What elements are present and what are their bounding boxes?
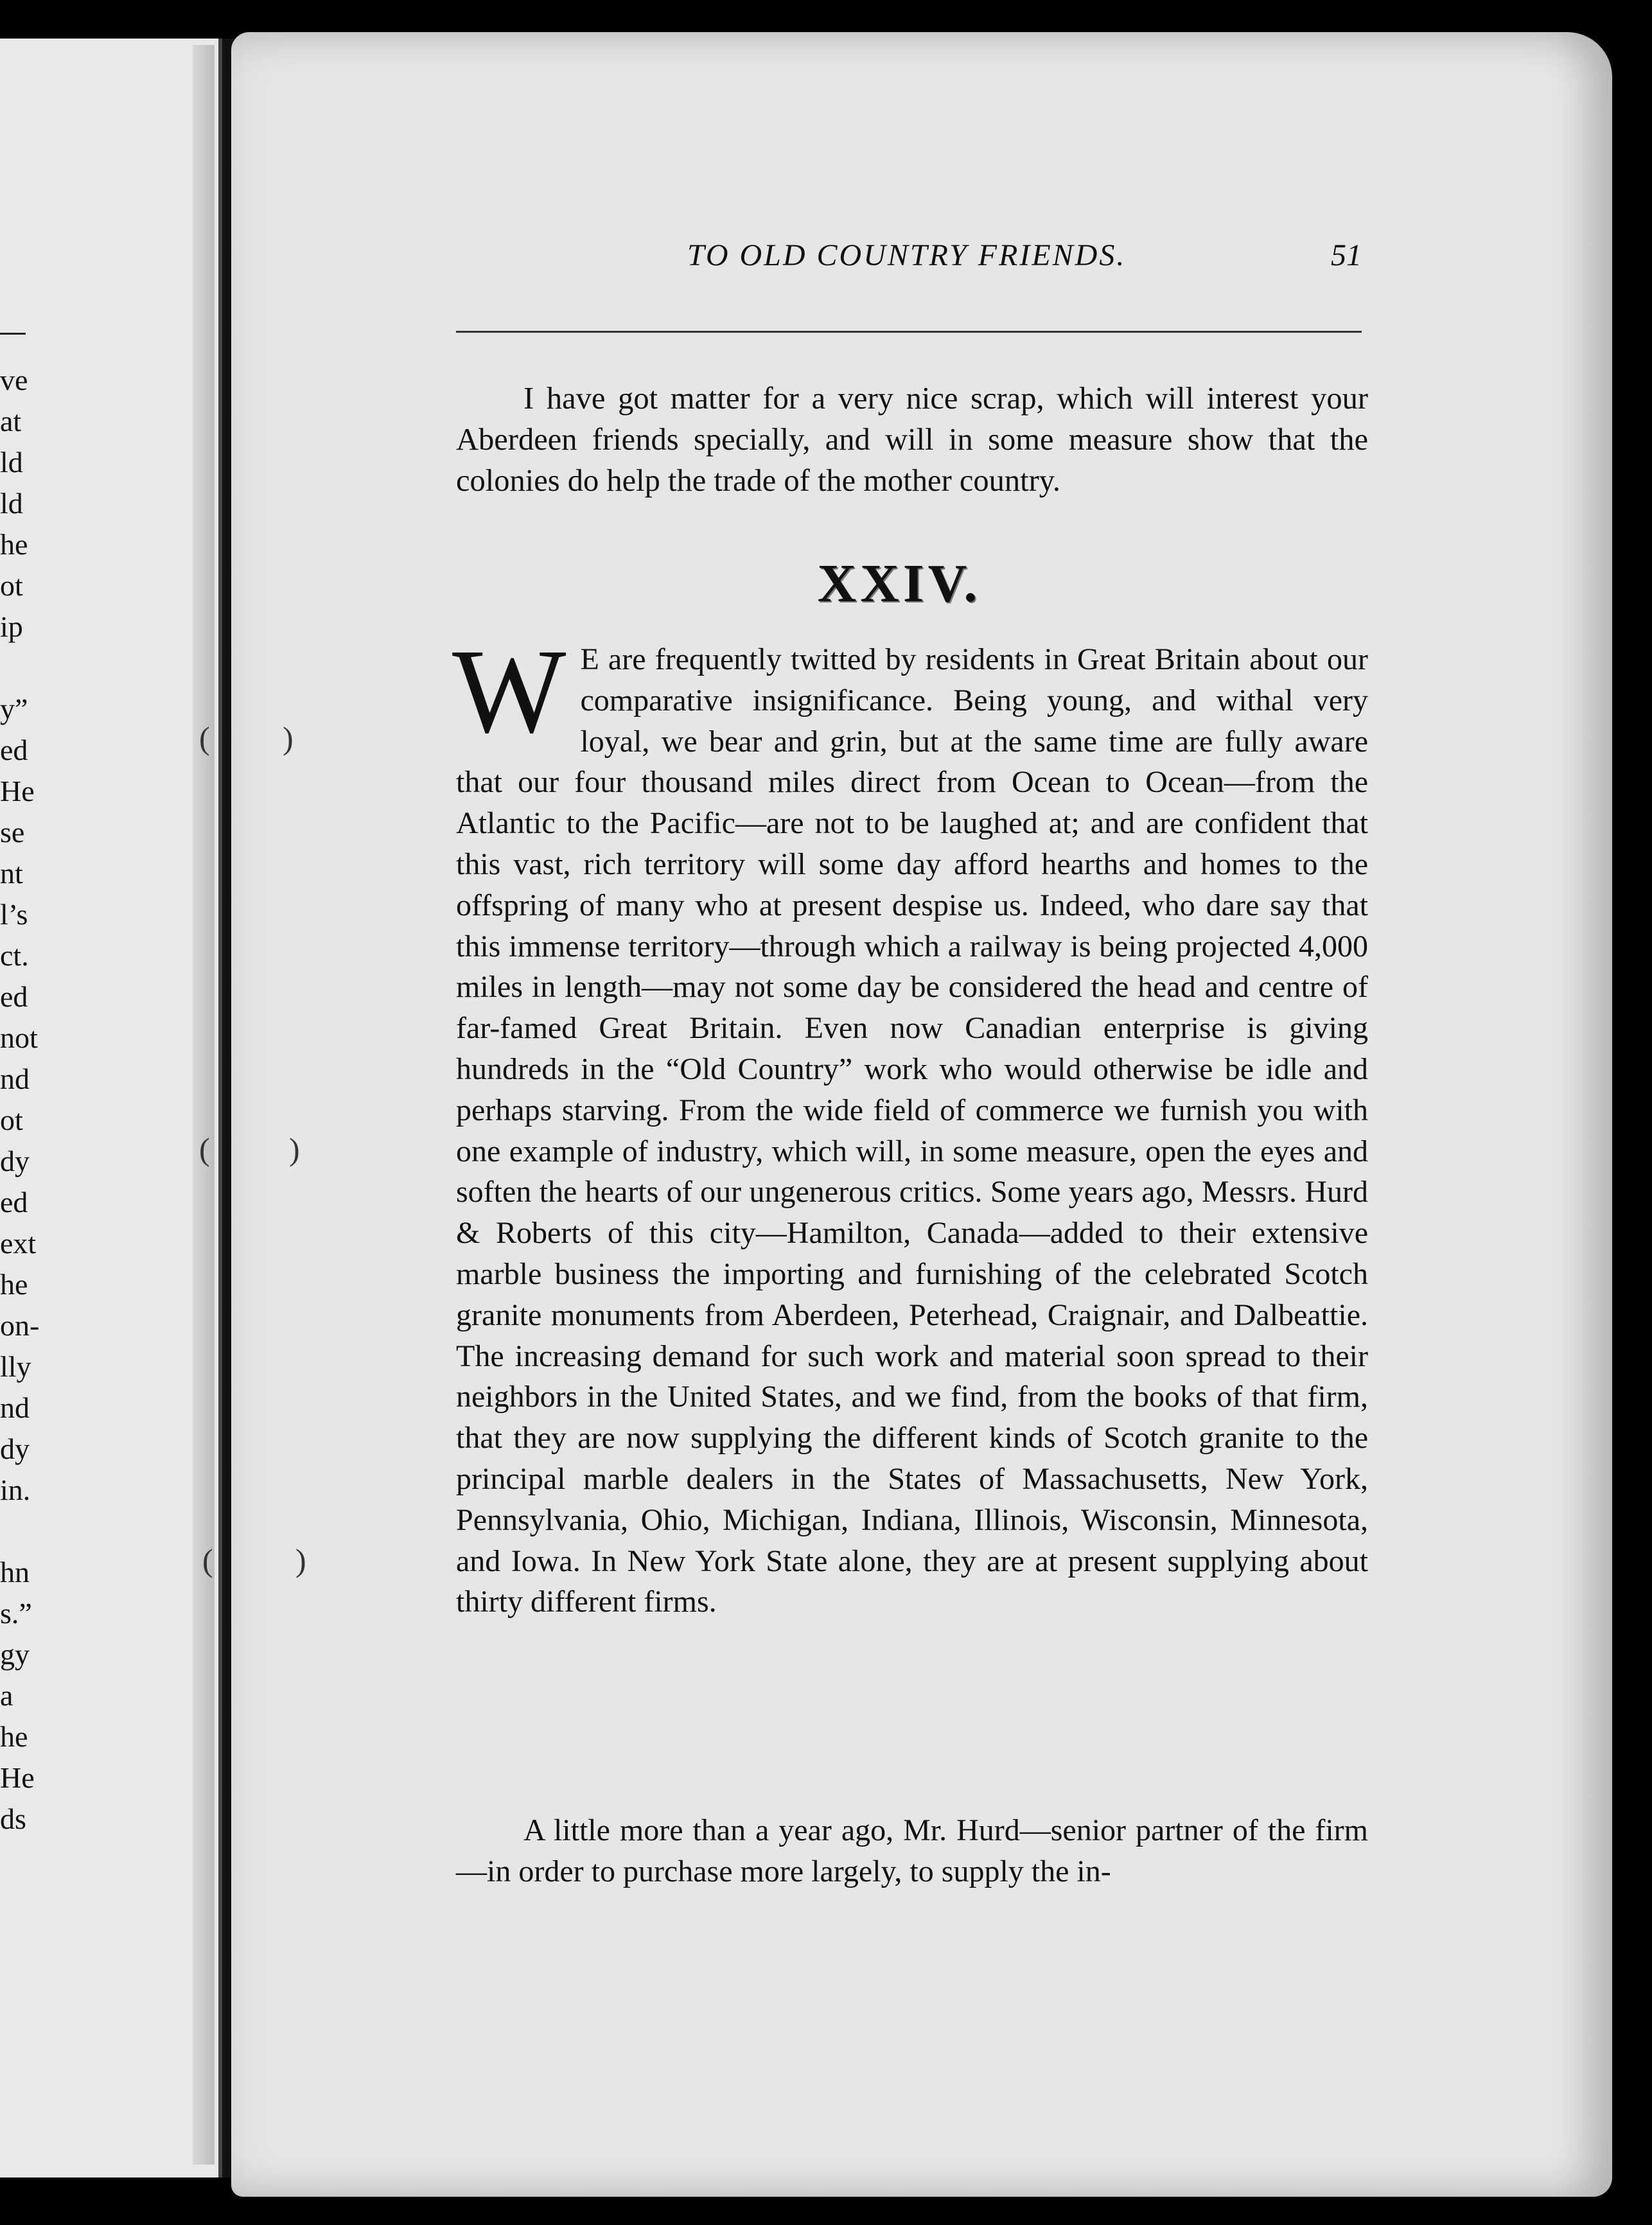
binding-mark: ( (202, 1542, 213, 1578)
facing-page-fragment: at (0, 405, 22, 437)
facing-page-fragment: He (0, 775, 35, 807)
drop-cap: W (452, 624, 567, 758)
facing-page-edge (193, 45, 215, 2165)
facing-page-fragment: ext (0, 1227, 37, 1260)
facing-page-fragment: ot (0, 1104, 23, 1136)
facing-page-fragment: nd (0, 1062, 30, 1095)
facing-page-rule (0, 333, 26, 335)
facing-page-fragment: ed (0, 980, 28, 1013)
binding-mark: ( (199, 1131, 210, 1167)
binding-mark: ) (289, 1131, 300, 1167)
facing-page-fragment: l’s (0, 898, 28, 931)
main-paragraph-text: E are frequently twitted by residents in Great Britain about our comparative insignificance. Being young, and withal very loyal, we bear and grin, but at the same time are fully aware that our four thousand miles direct from Ocean to Ocean—from the Atlantic to the Pacific—are not to be laughed at; and are confident that this vast, rich territory will some day afford hearths and homes to the offspring of many who at present despise us. Indeed, who dare say that this immense territory—through which a railway is being projected 4,000 miles in length—may not some day be considered the head and centre of far-famed Great Britain. Even now Canadian enterprise is giving hundreds in the “Old Country” work who would otherwise be idle and perhaps starving. From the wide field of commerce we furnish you with one example of industry, which will, in some measure, open the eyes and soften the hearts of our ungenerous critics. Some years ago, Messrs. Hurd & Roberts of this city—Hamilton, Canada—added to their extensive marble business the importing and furnishing of the celebrated Scotch granite monuments from Aberdeen, Peterhead, Craignair, and Dalbeattie. The increasing demand for such work and material soon spread to their neighbors in the United States, and we find, from the books of that firm, that they are now supplying the different kinds of Scotch granite to the principal marble dealers in the States of Massachusetts, New York, Pennsylvania, Ohio, Michigan, Indiana, Illinois, Wisconsin, Minnesota, and Iowa. In New York State alone, they are at present supplying about thirty different firms. (456, 642, 1368, 1619)
facing-page-fragment: se (0, 816, 25, 849)
facing-page-fragment: ip (0, 610, 23, 643)
facing-page-fragment (0, 647, 71, 689)
header-rule (456, 331, 1362, 333)
main-paragraph (452, 624, 1368, 1770)
facing-page-fragment: he (0, 528, 28, 561)
binding-mark: ) (295, 1542, 306, 1578)
page-number: 51 (1331, 238, 1362, 272)
facing-page-fragment: y” (0, 692, 28, 725)
facing-page-fragment: nt (0, 857, 23, 890)
facing-page-fragment: He (0, 1761, 35, 1794)
facing-page-fragment: nd (0, 1391, 30, 1424)
facing-page-fragment: lly (0, 1350, 31, 1383)
facing-page-fragment: he (0, 1720, 28, 1753)
facing-page-fragment: ed (0, 734, 28, 766)
page-header (456, 238, 1362, 302)
facing-page-fragment: in. (0, 1473, 31, 1506)
facing-page-fragment: dy (0, 1145, 30, 1177)
facing-page-fragment: dy (0, 1432, 30, 1465)
facing-page-fragment: ve (0, 364, 28, 396)
running-title: TO OLD COUNTRY FRIENDS. (687, 238, 1127, 272)
facing-page-fragment: ds (0, 1802, 26, 1835)
binding-mark: ) (283, 720, 294, 756)
facing-page-fragment: ot (0, 569, 23, 602)
facing-page-fragment: on- (0, 1309, 40, 1342)
facing-page-fragment: ed (0, 1186, 28, 1218)
continuation-paragraph: A little more than a year ago, Mr. Hurd—senior partner of the firm—in order to purchase more largely, to supply the in- (456, 1813, 1368, 1888)
facing-page-fragment: ld (0, 446, 23, 479)
binding-mark: ( (199, 720, 210, 756)
facing-page-fragment: hn (0, 1556, 30, 1588)
chapter-heading: XXIV. (817, 554, 981, 613)
facing-page-fragment: not (0, 1021, 38, 1054)
facing-page-fragment: gy (0, 1638, 30, 1671)
facing-page-fragment: he (0, 1268, 28, 1301)
facing-page-fragment: ct. (0, 939, 29, 972)
facing-page-fragment: ld (0, 487, 23, 520)
intro-paragraph: I have got matter for a very nice scrap, which will interest your Aberdeen friends specially, and will in some measure show that the colonies do help the trade of the mother country. (456, 381, 1368, 498)
facing-page-fragment: s.” (0, 1597, 32, 1630)
facing-page-fragment (0, 1511, 71, 1552)
facing-page-fragment: a (0, 1679, 13, 1712)
